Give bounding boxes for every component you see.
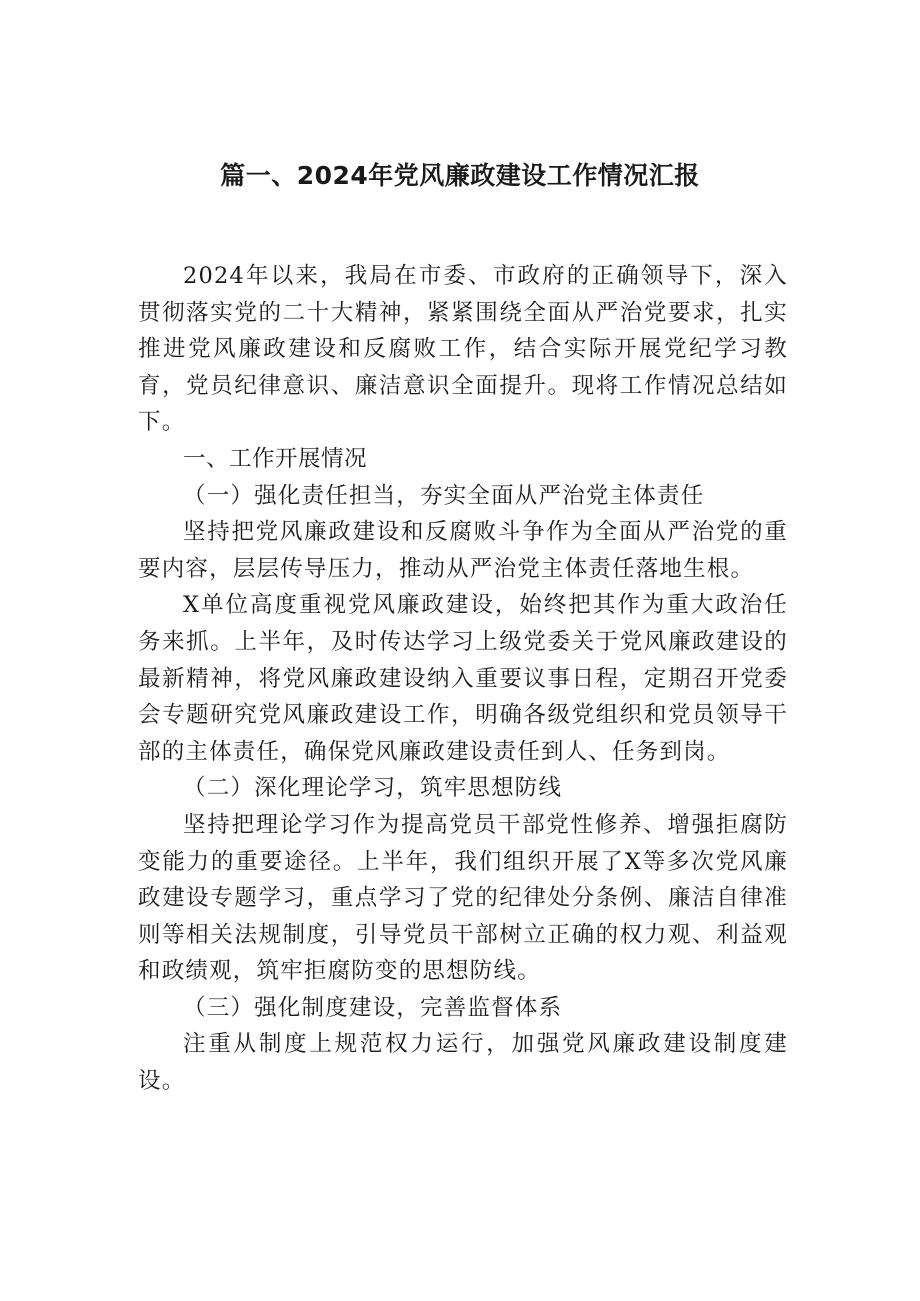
subsection-heading-3: （三）强化制度建设，完善监督体系 [183, 994, 563, 1021]
section-heading-1: 一、工作开展情况 [183, 445, 368, 472]
subsection-heading-1: （一）强化责任担当，夯实全面从严治党主体责任 [183, 482, 705, 509]
paragraph-1-2: X单位高度重视党风廉政建设，始终把其作为重大政治任务来抓。上半年，及时传达学习上级党委关于党风廉政建设的最新精神，将党风廉政建设纳入重要议事日程，定期召开党委会专题研究党风廉政建设工作，明确各级党组织和党员领导干部的主体责任，确保党风廉政建设责任到人、任务到岗。 [138, 592, 788, 765]
paragraph-1-1: 坚持把党风廉政建设和反腐败斗争作为全面从严治党的重要内容，层层传导压力，推动从严治党主体责任落地生根。 [138, 519, 788, 582]
paragraph-2-1: 坚持把理论学习作为提高党员干部党性修养、增强拒腐防变能力的重要途径。上半年，我们组织开展了X等多次党风廉政建设专题学习，重点学习了党的纪律处分条例、廉洁自律准则等相关法规制度，引导党员干部树立正确的权力观、利益观和政绩观，筑牢拒腐防变的思想防线。 [138, 811, 788, 985]
intro-paragraph: 2024年以来，我局在市委、市政府的正确领导下，深入贯彻落实党的二十大精神，紧紧围绕全面从严治党要求，扎实推进党风廉政建设和反腐败工作，结合实际开展党纪学习教育，党员纪律意识、廉洁意识全面提升。现将工作情况总结如下。 [138, 263, 788, 436]
document-body [138, 258, 788, 1100]
paragraph-3-1: 注重从制度上规范权力运行，加强党风廉政建设制度建设。 [138, 1031, 788, 1095]
document-title: 篇一、2024年党风廉政建设工作情况汇报 [220, 161, 700, 190]
subsection-heading-2: （二）深化理论学习，筑牢思想防线 [183, 775, 563, 802]
